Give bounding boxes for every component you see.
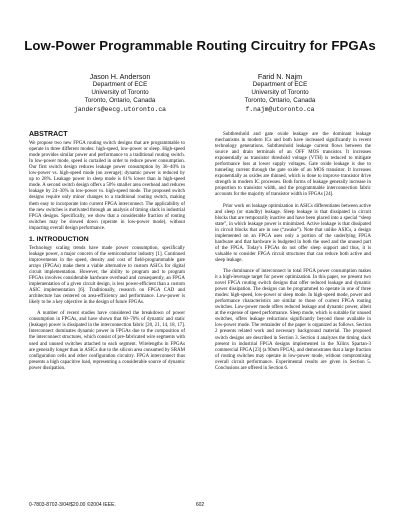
section-heading-introduction: 1. INTRODUCTION: [29, 235, 89, 243]
body-paragraph-prior-work: Prior work on leakage optimization in ASICs differentiates between active and sleep (or standby) leakage. Sleep leakage is that dissipated in circuit blocks that are temporarily inactive and have been placed into a special “sleep state”, in which leakage power is minimized. Active leakage is that dissipated in circuit blocks that are in use (“awake”). Note that unlike ASICs, a design implemented on an FPGA uses only a portion of the underlying FPGA hardware and that hardware is budgeted in both the used and the unused part of the FPGA. Today’s FPGAs do not offer sleep support and thus, it is valuable to consider FPGA circuit structures that can reduce both active and sleep leakage.: [215, 203, 371, 263]
paper-title: Low-Power Programmable Routing Circuitry for FPGAs: [24, 38, 376, 53]
author-dept: Department of ECE: [252, 81, 308, 88]
author-email[interactable]: f.najm@utoronto.ca: [245, 105, 315, 113]
author-name: Farid N. Najm: [257, 72, 303, 81]
intro-paragraph-2: A number of recent studies have considered the breakdown of power consumption in FPGAs, and have shown that 60–70% of dynamic and static (leakage) power is dissipated in the interconnection fabric [20, 21, 14, 18, 17]. Interconnect dominates dynamic power in FPGAs due to the composition of the interconnect structures, which consist of pre-fabricated wire segments with used and unused switches attached to each segment. Wirelengths in FPGAs are generally longer than in ASICs due to the silicon area consumed by SRAM configuration cells and other configuration circuitry. FPGA interconnect thus presents a high capacitive load, representing a considerable source of dynamic power dissipation.: [29, 311, 185, 371]
body-paragraph-leakage: Subthreshold and gate oxide leakage are the dominant leakage mechanisms in modern ICs and both have increased significantly in recent technology generations. Subthreshold leakage current flows between the source and drain terminals of an OFF MOS transistor. It increases exponentially as transistor threshold voltage (VTH) is reduced to mitigate performance loss at lower supply voltages. Gate oxide leakage is due to tunneling current through the gate oxide of an MOS transistor. It increases exponentially as oxides are thinned, which is done to improve transistor drive strength in modern IC processes. Both forms of leakage generally increase in proportion to transistor width, and the programmable interconnection fabric accounts for the majority of transistor width in FPGAs [24].: [215, 132, 371, 198]
intro-paragraph-1: Technology scaling trends have made power consumption, specifically leakage power, a major concern of the semiconductor industry [1]. Continued improvements in the speed, density and cost of field-programmable gate arrays (FPGAs) make them a viable alternative to custom ASICs for digital circuit implementation. However, the ability to program and to program FPGAs involves considerable hardware overhead and consequently, an FPGA implementation of a given circuit design, is less power-efficient than a custom ASIC implementation [6]. Traditionally, research on FPGA CAD and architecture has centered on area-efficiency and performance. Low-power is likely to be a key objective in the design of future FPGAs.: [29, 245, 185, 306]
left-column: [29, 132, 185, 377]
abstract-text: We propose two new FPGA routing switch designs that are programmable to operate in three different modes: high-speed, low-power or sleep. High-speed mode provides similar power and performance to a traditional routing switch. In low-power mode, speed is curtailed in order to reduce power consumption. Our first switch design reduces leakage power consumption by 36–40% in low-power vs. high-speed mode (on average); dynamic power is reduced by up to 28%. Leakage power in sleep mode is 61% lower than in high-speed mode. A second switch design offers a 50% smaller area overhead and reduces leakage by 24–30% in low-power vs. high-speed mode. The proposed switch designs require only minor changes to a traditional routing switch, making them easy to incorporate into current FPGA interconnect. The applicability of the new switches is motivated through an analysis of timing slack in industrial FPGA designs. Specifically, we show that a considerable fraction of routing switches may be slowed down (operate in low-power mode), without impacting overall design performance.: [29, 141, 185, 231]
right-column: [215, 132, 371, 377]
author-univ: University of Toronto: [91, 89, 149, 97]
author-city: Toronto, Ontario, Canada: [84, 97, 156, 105]
author-dept: Department of ECE: [92, 81, 148, 88]
body-paragraph-contributions: The dominance of interconnect in total FPGA power consumption makes it a high-leverage target for power optimization. In this paper, we present two novel FPGA routing switch designs that offer reduced leakage and dynamic power dissipation. The designs can be programmed to operate in one of three modes: high-speed, low-power or sleep mode. In high-speed mode, power and performance characteristics are similar to those of current FPGA routing switches. Low-power mode offers reduced leakage and dynamic power, albeit at the expense of speed performance. Sleep mode, which is suitable for unused switches, offers leakage reductions significantly beyond those available in low-power mode. The remainder of the paper is organized as follows. Section 2 presents related work and necessary background material. The proposed switch designs are described in Section 3. Section 4 analyzes the timing slack present in industrial FPGA designs implemented in the Xilinx Spartan-3 commercial FPGA [23] (a 90nm FPGA), and demonstrates that a large fraction of routing switches may operate in low-power mode, without compromising overall circuit performance. Experimental results are given in Section 5. Conclusions are offered in Section 6.: [215, 268, 371, 371]
page-number: 602: [195, 502, 205, 508]
author-block-2: [200, 72, 360, 114]
copyright-footer: 0-7803-8702-3/04/$20.00 ©2004 IEEE.: [29, 502, 116, 508]
author-email[interactable]: janders@eecg.utoronto.ca: [73, 105, 167, 113]
author-univ: University of Toronto: [251, 89, 309, 97]
author-block-1: [40, 72, 200, 114]
author-name: Jason H. Anderson: [89, 72, 151, 81]
author-city: Toronto, Ontario, Canada: [244, 97, 316, 105]
abstract-heading: ABSTRACT: [29, 131, 68, 138]
